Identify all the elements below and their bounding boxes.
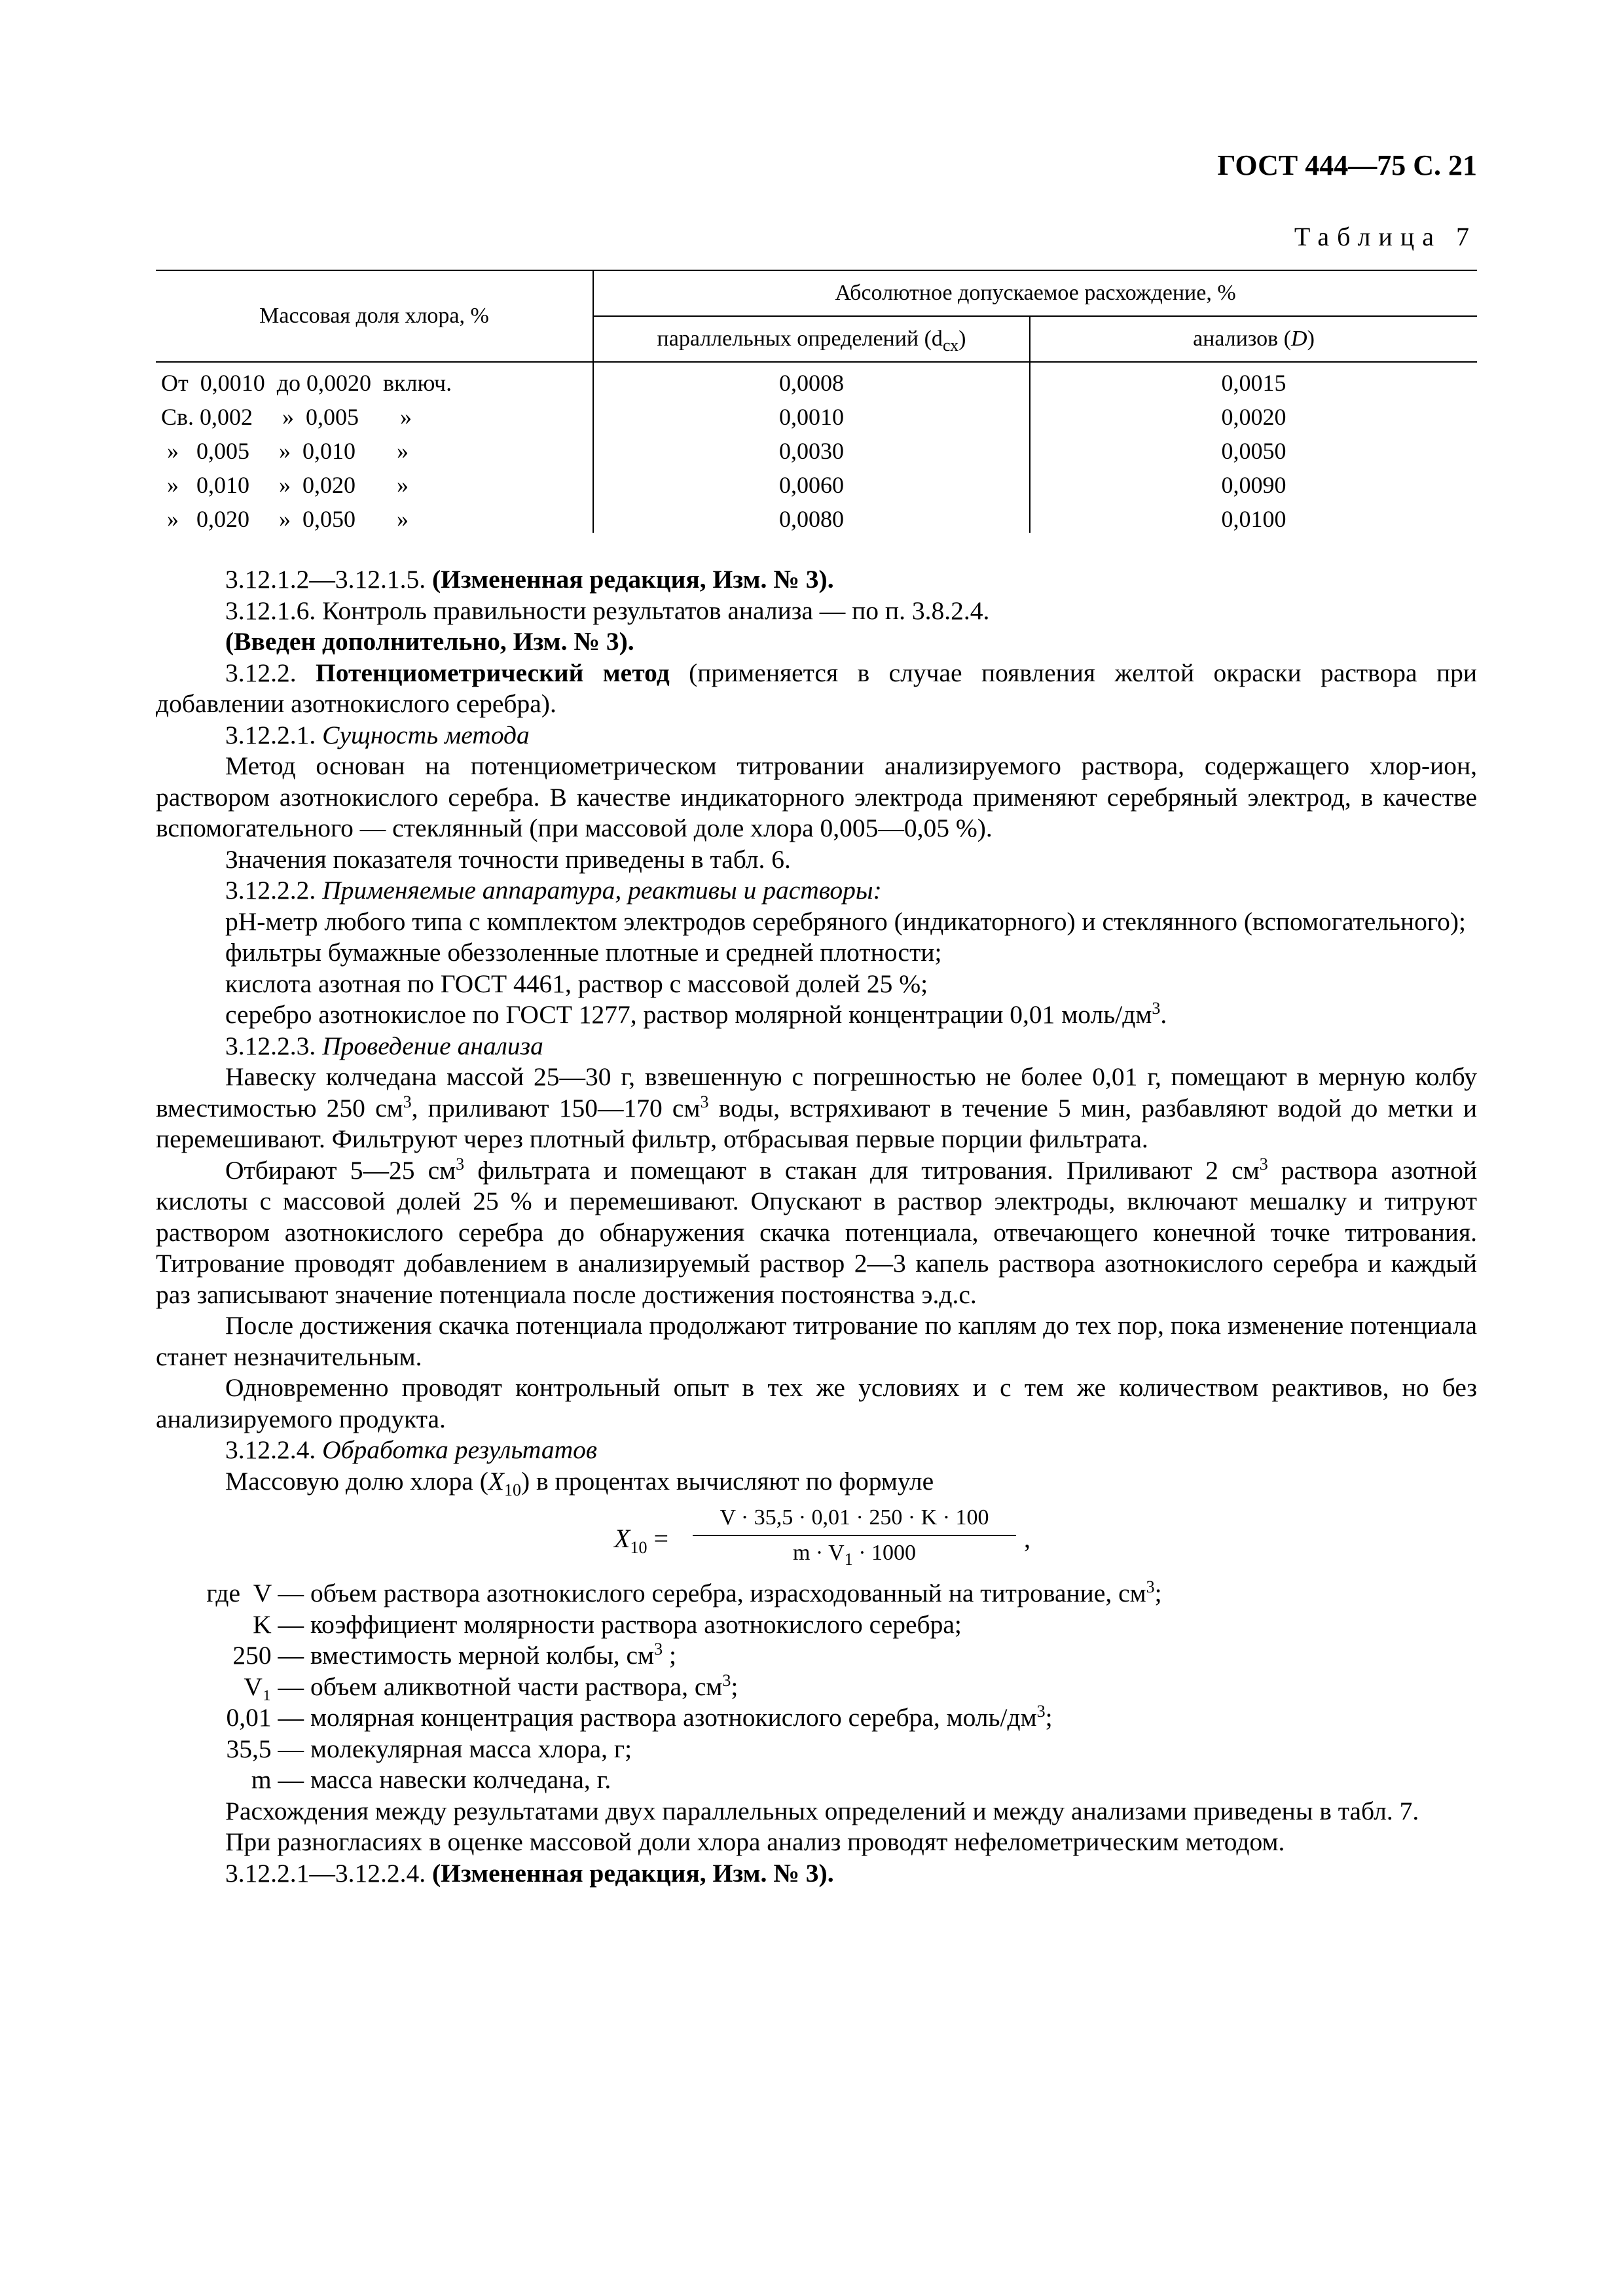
variable-description: молекулярная масса хлора, г; — [310, 1734, 632, 1763]
paragraph: Значения показателя точности приведены в табл. 6. — [225, 844, 791, 874]
formula-denominator: $m \cdot V_1 \cdot 1000$ — [792, 1541, 917, 1569]
paragraph: Расхождения между результатами двух параллельных определений и между анализами приведены в табл. 7. — [225, 1796, 1419, 1825]
variable-definitions — [156, 1578, 1477, 1796]
variable-definition — [156, 1734, 1477, 1765]
cell-parallel: 0,0010 — [593, 397, 1030, 431]
tolerance-table — [156, 270, 1477, 533]
variable-description: молярная концентрация раствора азотнокислого серебра, моль/$дм^3$; — [310, 1701, 1053, 1732]
col-header-group: Абсолютное допускаемое расхождение, % — [593, 270, 1477, 316]
paragraph: рН-метр любого типа с комплектом электродов серебряного (индикаторного) и стеклянного (вспомогательного); — [225, 906, 1467, 936]
table-row — [156, 499, 1477, 533]
cell-analyses: 0,0050 — [1030, 431, 1477, 465]
formula-comma: , — [1024, 1524, 1030, 1553]
table-row — [156, 431, 1477, 465]
variable-description: масса навески колчедана, г. — [310, 1765, 611, 1794]
col-header-parallel: параллельных определений $(d_{сх})$ — [593, 316, 1030, 362]
col-header-mass-fraction: Массовая доля хлора, % — [156, 270, 593, 362]
cell-range: От 0,0010 до 0,0020 включ. — [161, 370, 452, 396]
cell-range: Св. 0,002 » 0,005 » — [161, 404, 412, 430]
document-page — [156, 149, 1477, 1889]
paragraph: 3.12.1.6. Контроль правильности результатов анализа — по п. 3.8.2.4. — [225, 596, 990, 625]
paragraph: После достижения скачка потенциала продолжают титрование по каплям до тех пор, пока изменение потенциала станет незначительным. — [156, 1311, 1477, 1371]
formula-lhs: $X_{10}$ = — [614, 1524, 668, 1557]
cell-parallel: 0,0030 — [593, 431, 1030, 465]
table-row — [156, 465, 1477, 499]
cell-parallel: 0,0060 — [593, 465, 1030, 499]
paragraph: Отбирают 5—25 $см^3$ фильтрата и помещают в стакан для титрования. Приливают 2 $см^3$ раствора азотной кислоты с массовой долей 25 % и перемешивают. Опускают в раствор электроды, включают мешалку и титруют раствором азотнокислого серебра до обнаружения скачка потенциала, отвечающего конечной точке титрования. Титрование проводят добавлением в анализируемый раствор 2—3 капель раствора азотнокислого серебра и каждый раз записывают значение потенциала после достижения постоянства э.д.с. — [156, 1154, 1477, 1309]
section-heading: 3.12.2.2. Применяемые аппаратура, реактивы и растворы: — [225, 876, 882, 905]
paragraph: кислота азотная по ГОСТ 4461, раствор с массовой долей 25 %; — [225, 969, 928, 998]
cell-analyses: 0,0090 — [1030, 465, 1477, 499]
variable-definition — [156, 1765, 1477, 1796]
paragraph: серебро азотнокислое по ГОСТ 1277, раствор молярной концентрации 0,01 моль/$дм^3$. — [225, 998, 1167, 1029]
variable-description: вместимость мерной колбы, $см^3$ ; — [310, 1639, 676, 1670]
variable-definition — [156, 1672, 1477, 1703]
col-header-analyses: анализов (D) — [1030, 316, 1477, 362]
table-body — [156, 362, 1477, 533]
paragraph: фильтры бумажные обеззоленные плотные и средней плотности; — [225, 938, 942, 967]
cell-range: » 0,010 » 0,020 » — [161, 472, 409, 498]
section-heading: 3.12.2.3. Проведение анализа — [225, 1031, 543, 1060]
cell-range: » 0,020 » 0,050 » — [161, 506, 409, 532]
formula — [156, 1503, 1477, 1574]
variable-symbol: 35,5 — — [226, 1734, 304, 1763]
paragraph: Навеску колчедана массой 25—30 г, взвешенную с погрешностью не более 0,01 г, помещают в мерную колбу вместимостью 250 $см^3$, приливают 150—170 $см^3$ воды, встряхивают в течение 5 мин, разбавляют водой до метки и перемешивают. Фильтруют через плотный фильтр, отбрасывая первые порции фильтрата. — [156, 1062, 1477, 1153]
variable-description: объем аликвотной части раствора, $см^3$; — [310, 1670, 739, 1701]
table-row — [156, 397, 1477, 431]
paragraph: Метод основан на потенциометрическом титровании анализируемого раствора, содержащего хлор-ион, раствором азотнокислого серебра. В качестве индикаторного электрода применяют серебряный электрод, в качестве вспомогательного — стеклянный (при массовой доле хлора 0,005—0,05 %). — [156, 751, 1477, 842]
cell-parallel: 0,0080 — [593, 499, 1030, 533]
section-heading: 3.12.2.1. Сущность метода — [225, 720, 530, 749]
cell-analyses: 0,0015 — [1030, 362, 1477, 397]
formula-fraction — [693, 1503, 1016, 1568]
variable-symbol: V₁ — — [244, 1672, 304, 1701]
paragraph: При разногласиях в оценке массовой доли хлора анализ проводят нефелометрическим методом. — [225, 1827, 1285, 1856]
page-header: ГОСТ 444—75 С. 21 — [1217, 149, 1477, 181]
table-caption: Таблица 7 — [1294, 222, 1477, 251]
cell-range: » 0,005 » 0,010 » — [161, 438, 409, 464]
formula-numerator: V · 35,5 · 0,01 · 250 · K · 100 — [693, 1503, 1016, 1536]
variable-definition — [156, 1578, 1477, 1609]
paragraph: Массовую долю хлора $(X_{10})$ в процентах вычисляют по формуле — [225, 1466, 934, 1499]
paragraph: Одновременно проводят контрольный опыт в тех же условиях и с тем же количеством реактивов, но без анализируемого продукта. — [156, 1373, 1477, 1433]
variable-symbol: m — — [251, 1765, 304, 1794]
cell-analyses: 0,0100 — [1030, 499, 1477, 533]
variable-description: коэффициент молярности раствора азотнокислого серебра; — [310, 1609, 962, 1639]
section-heading: 3.12.2.4. Обработка результатов — [225, 1435, 597, 1464]
cell-parallel: 0,0008 — [593, 362, 1030, 397]
paragraph: 3.12.1.2—3.12.1.5. (Измененная редакция, Изм. № 3). — [225, 565, 834, 594]
variable-symbol: 250 — — [232, 1641, 304, 1670]
variable-symbol: где V — — [206, 1579, 304, 1607]
variable-definition — [156, 1640, 1477, 1672]
variable-symbol: 0,01 — — [226, 1703, 304, 1732]
table-row — [156, 362, 1477, 397]
variable-description: объем раствора азотнокислого серебра, израсходованный на титрование, $см^3$; — [310, 1577, 1162, 1607]
paragraph: (Введен дополнительно, Изм. № 3). — [225, 627, 634, 656]
variable-definition — [156, 1702, 1477, 1734]
variable-symbol: K — — [253, 1609, 304, 1639]
variable-definition — [156, 1609, 1477, 1641]
cell-analyses: 0,0020 — [1030, 397, 1477, 431]
paragraph: 3.12.2. Потенциометрический метод (применяется в случае появления желтой окраски раствора при добавлении азотнокислого серебра). — [156, 658, 1477, 718]
paragraph: 3.12.2.1—3.12.2.4. (Измененная редакция, Изм. № 3). — [225, 1858, 834, 1888]
